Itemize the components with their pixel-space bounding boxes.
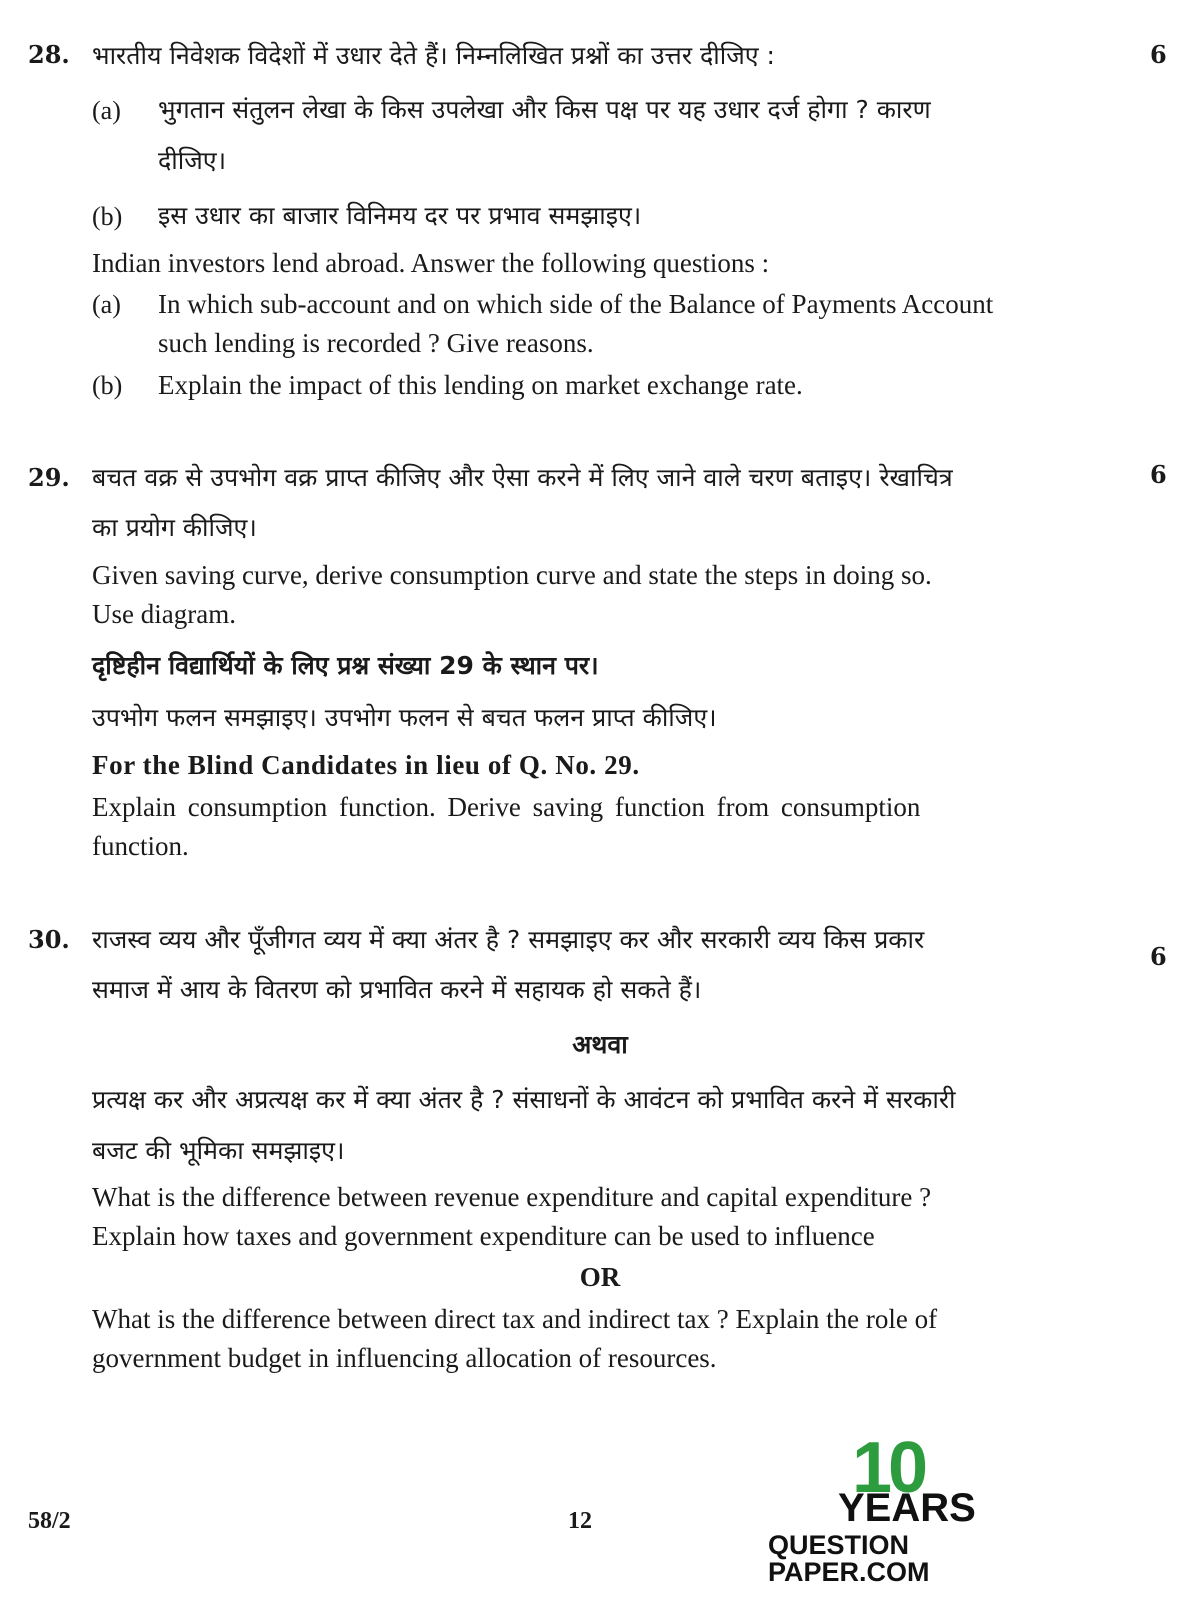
q30-english-or: OR <box>579 1262 621 1292</box>
q29-english-line1: Given saving curve, derive consumption curve and state the steps in doing so. <box>92 560 932 590</box>
q30-english-alt-line1: What is the difference between direct tax and indirect tax ? Explain the role of <box>92 1304 938 1334</box>
q28-english-a-line1: In which sub-account and on which side of the Balance of Payments Account <box>158 289 994 319</box>
q28-hindi-a-label: (a) <box>92 96 121 125</box>
q28-english-b-label: (b) <box>92 371 123 400</box>
q29-hindi-line1: बचत वक्र से उपभोग वक्र प्राप्त कीजिए और ऐसा करने में लिए जाने वाले चरण बताइए। रेखाचित्र <box>92 463 953 492</box>
marks-30: 6 <box>1150 942 1167 971</box>
paper-code: 58/2 <box>28 1508 71 1534</box>
q28-english-a-label: (a) <box>92 290 121 319</box>
q28-hindi-b: इस उधार का बाजार विनिमय दर पर प्रभाव समझाइए। <box>158 201 642 230</box>
q29-blind-english-line1: Explain consumption function. Derive saving function from consumption <box>92 792 921 822</box>
q30-english-line2: Explain how taxes and government expenditure can be used to influence <box>92 1221 875 1251</box>
question-number-28: 28. <box>28 40 70 69</box>
q28-hindi-b-label: (b) <box>92 202 123 231</box>
q28-english-b: Explain the impact of this lending on market exchange rate. <box>158 370 803 400</box>
q28-hindi-a-line2: दीजिए। <box>158 146 227 175</box>
q30-hindi-alt-line1: प्रत्यक्ष कर और अप्रत्यक्ष कर में क्या अंतर है ? संसाधनों के आवंटन को प्रभावित करने में सरकारी <box>92 1085 956 1114</box>
q29-blind-english-line2: function. <box>92 831 189 861</box>
marks-28: 6 <box>1150 40 1167 69</box>
page-number: 12 <box>568 1508 592 1534</box>
q29-hindi-line2: का प्रयोग कीजिए। <box>92 513 257 542</box>
logo-site: QUESTION PAPER.COM <box>768 1530 930 1587</box>
site-logo <box>768 1430 1030 1590</box>
q28-hindi-stem: भारतीय निवेशक विदेशों में उधार देते हैं। निम्नलिखित प्रश्नों का उत्तर दीजिए : <box>92 41 775 70</box>
q29-english-line2: Use diagram. <box>92 599 236 629</box>
q29-blind-hindi-text: उपभोग फलन समझाइए। उपभोग फलन से बचत फलन प्राप्त कीजिए। <box>92 703 717 732</box>
q28-english-a-line2: such lending is recorded ? Give reasons. <box>158 328 594 358</box>
q28-hindi-a-line1: भुगतान संतुलन लेखा के किस उपलेखा और किस पक्ष पर यह उधार दर्ज होगा ? कारण <box>158 95 931 124</box>
q29-blind-hindi-heading: दृष्टिहीन विद्यार्थियों के लिए प्रश्न संख्या 29 के स्थान पर। <box>92 651 599 680</box>
marks-29: 6 <box>1150 460 1167 489</box>
question-number-30: 30. <box>28 925 70 954</box>
q30-english-alt-line2: government budget in influencing allocation of resources. <box>92 1343 717 1373</box>
q30-hindi-line2: समाज में आय के वितरण को प्रभावित करने में सहायक हो सकते हैं। <box>92 975 702 1004</box>
question-number-29: 29. <box>28 463 70 492</box>
q29-blind-english-heading: For the Blind Candidates in lieu of Q. No. 29. <box>92 750 640 780</box>
q28-english-stem: Indian investors lend abroad. Answer the following questions : <box>92 248 770 278</box>
q30-hindi-alt-line2: बजट की भूमिका समझाइए। <box>92 1136 345 1165</box>
logo-years: YEARS <box>838 1486 976 1530</box>
q30-hindi-or: अथवा <box>572 1030 628 1059</box>
q30-hindi-line1: राजस्व व्यय और पूँजीगत व्यय में क्या अंतर है ? समझाइए कर और सरकारी व्यय किस प्रकार <box>92 925 925 954</box>
q30-english-line1: What is the difference between revenue expenditure and capital expenditure ? <box>92 1182 932 1212</box>
logo-ten: 10 <box>852 1428 925 1508</box>
